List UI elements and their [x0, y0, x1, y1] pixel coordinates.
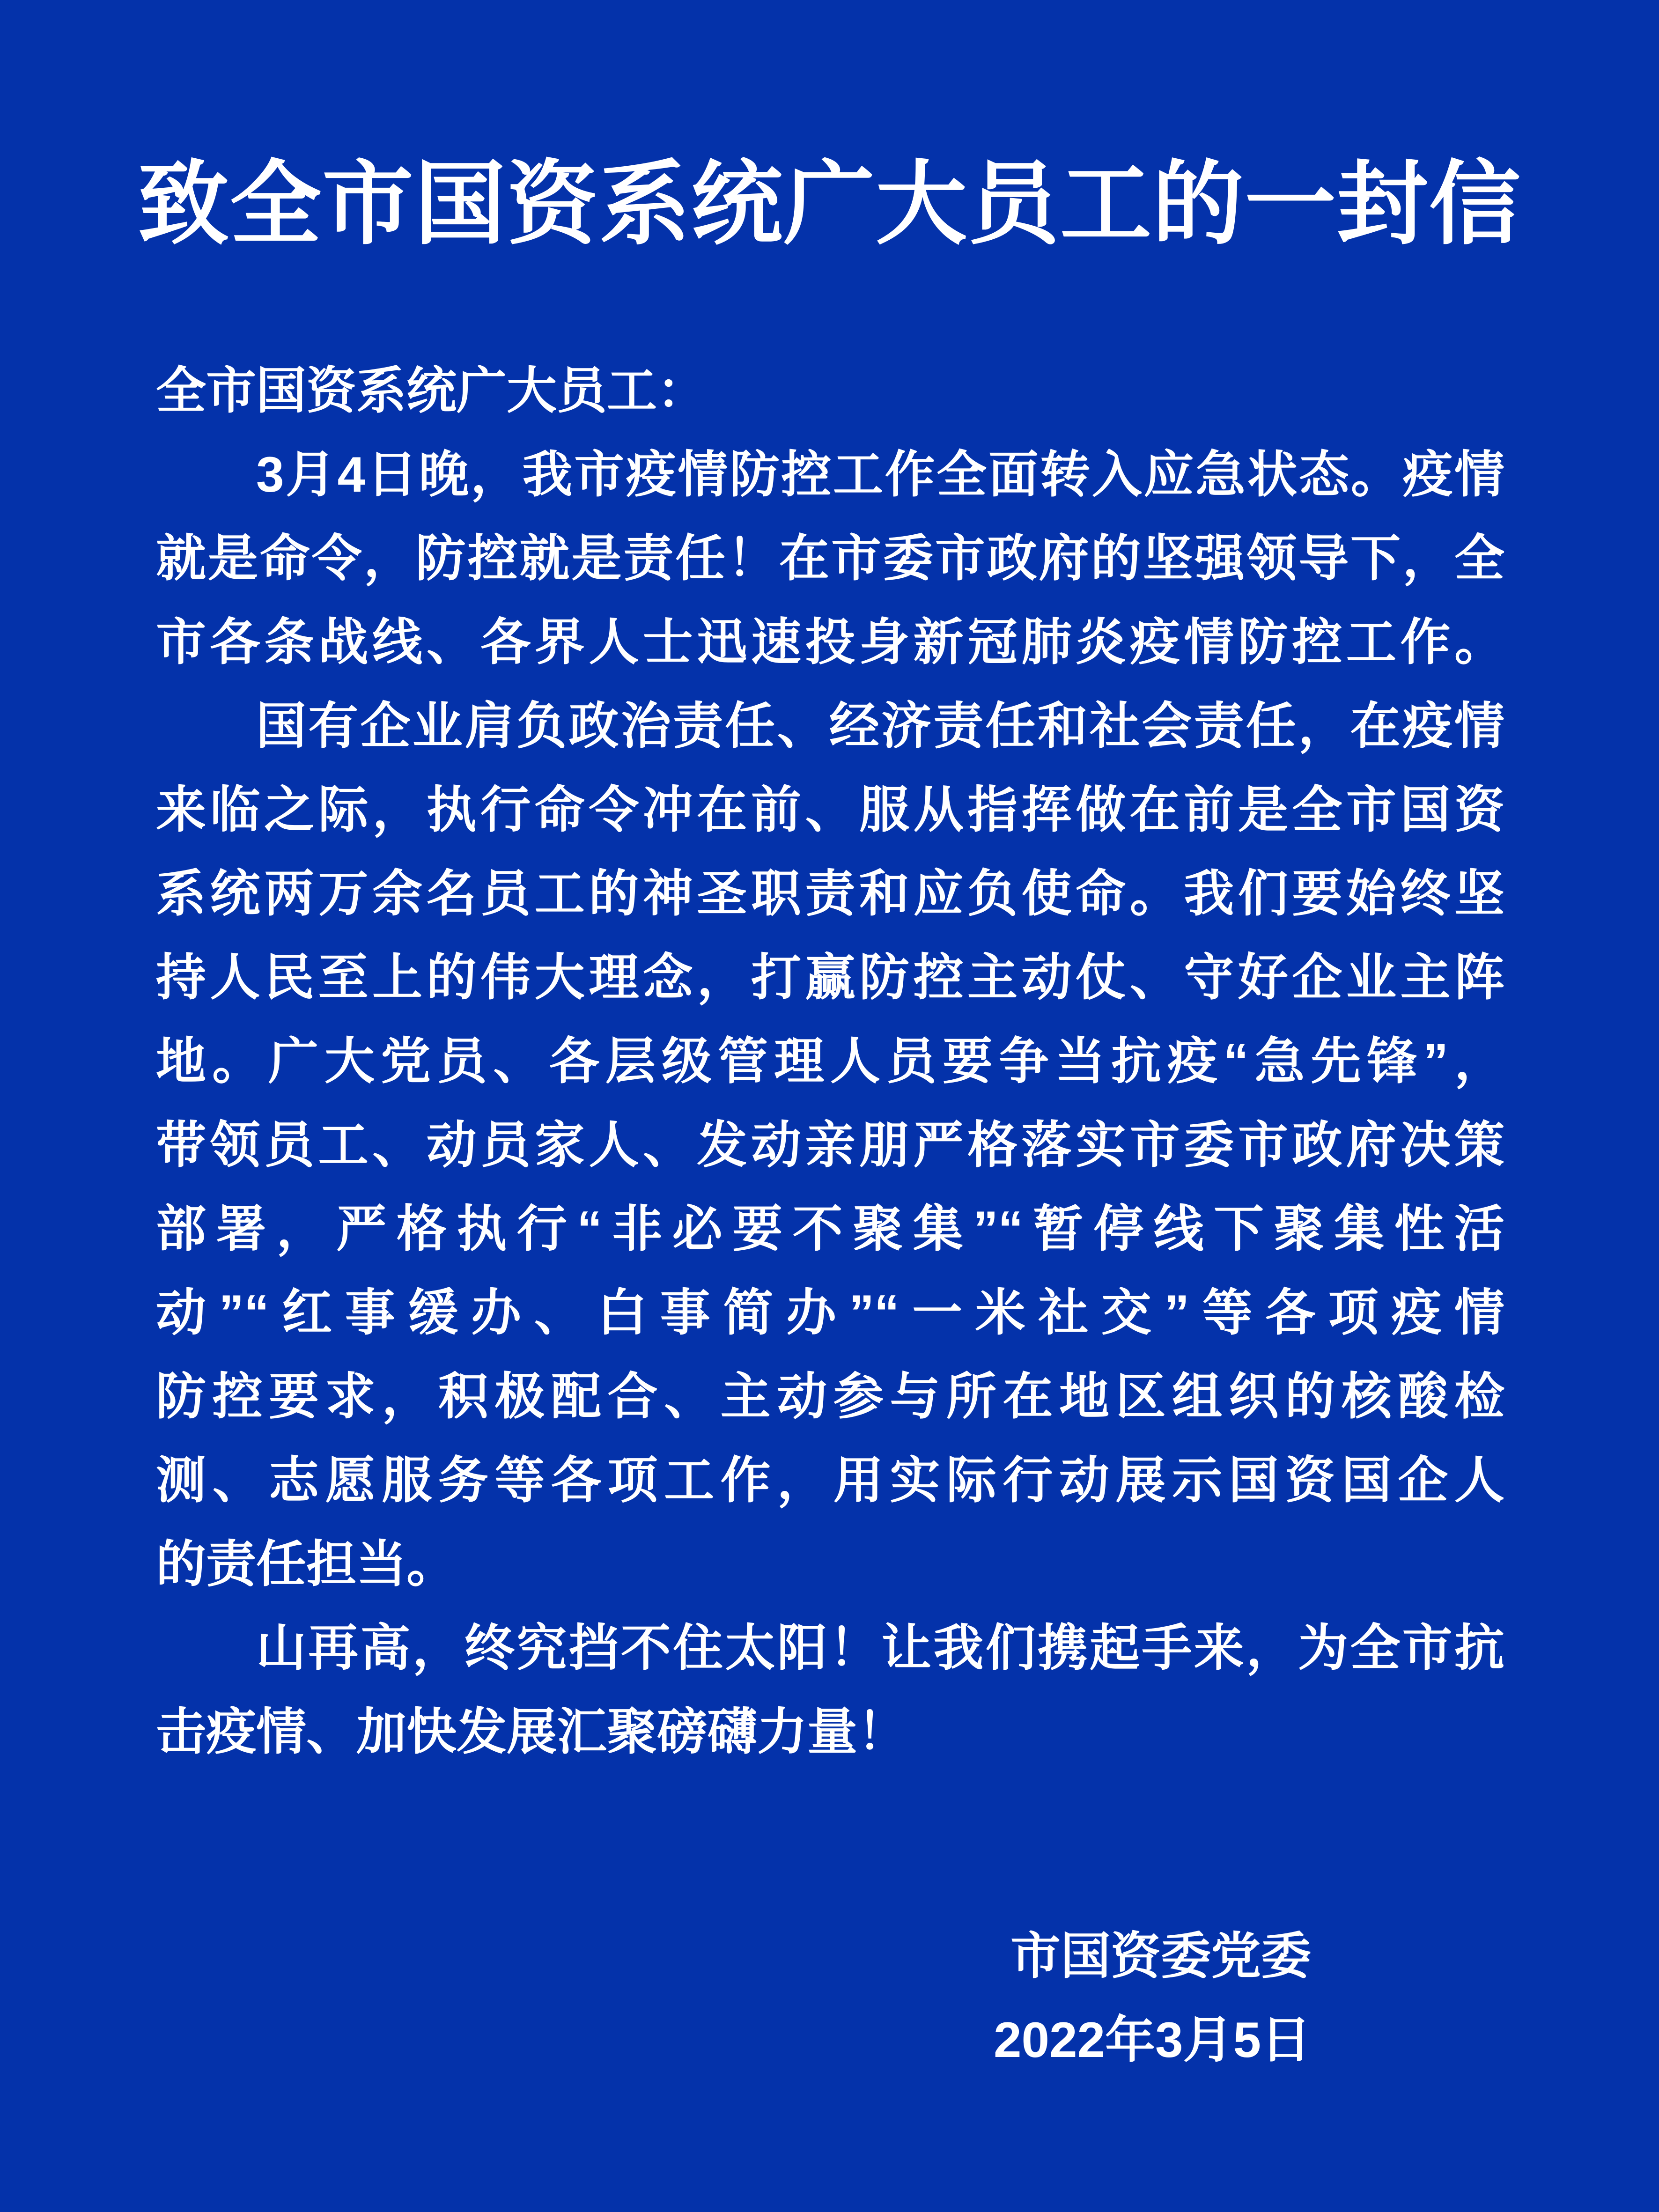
- body-line: 山再高，终究挡不住太阳！让我们携起手来，为全市抗: [256, 1620, 1504, 1676]
- body-line: 防控要求，积极配合、主动参与所在地区组织的核酸检: [156, 1368, 1504, 1424]
- body-line: 带领员工、动员家人、发动亲朋严格落实市委市政府决策: [156, 1117, 1504, 1173]
- body-line: 击疫情、加快发展汇聚磅礴力量！: [156, 1703, 908, 1760]
- body-line: 部署，严格执行“非必要不聚集”“暂停线下聚集性活: [156, 1201, 1504, 1257]
- body-line: 测、志愿服务等各项工作，用实际行动展示国资国企人: [156, 1452, 1504, 1508]
- signature-date: 2022年3月5日: [993, 2012, 1311, 2068]
- body-line: 全市国资系统广大员工：: [156, 362, 708, 419]
- body-line: 3月4日晚，我市疫情防控工作全面转入应急状态。疫情: [256, 446, 1504, 502]
- body-line: 地。广大党员、各层级管理人员要争当抗疫“急先锋”，: [156, 1033, 1504, 1089]
- body-line: 持人民至上的伟大理念，打赢防控主动仗、守好企业主阵: [156, 949, 1504, 1005]
- signature-name: 市国资委党委: [1010, 1928, 1311, 1984]
- body-line: 来临之际，执行命令冲在前、服从指挥做在前是全市国资: [156, 782, 1504, 838]
- body-line: 市各条战线、各界人士迅速投身新冠肺炎疫情防控工作。: [156, 614, 1504, 670]
- body-line: 系统两万余名员工的神圣职责和应负使命。我们要始终坚: [156, 865, 1504, 922]
- letter-title: 致全市国资系统广大员工的一封信: [138, 150, 1521, 257]
- body-line: 的责任担当。: [156, 1536, 457, 1592]
- body-line: 国有企业肩负政治责任、经济责任和社会责任，在疫情: [256, 698, 1504, 754]
- body-line: 就是命令，防控就是责任！在市委市政府的坚强领导下，全: [156, 530, 1504, 586]
- letter-body: [156, 349, 1504, 1774]
- body-line: 动”“红事缓办、白事简办”“一米社交”等各项疫情: [156, 1284, 1504, 1341]
- signature-block: [0, 1914, 1659, 2082]
